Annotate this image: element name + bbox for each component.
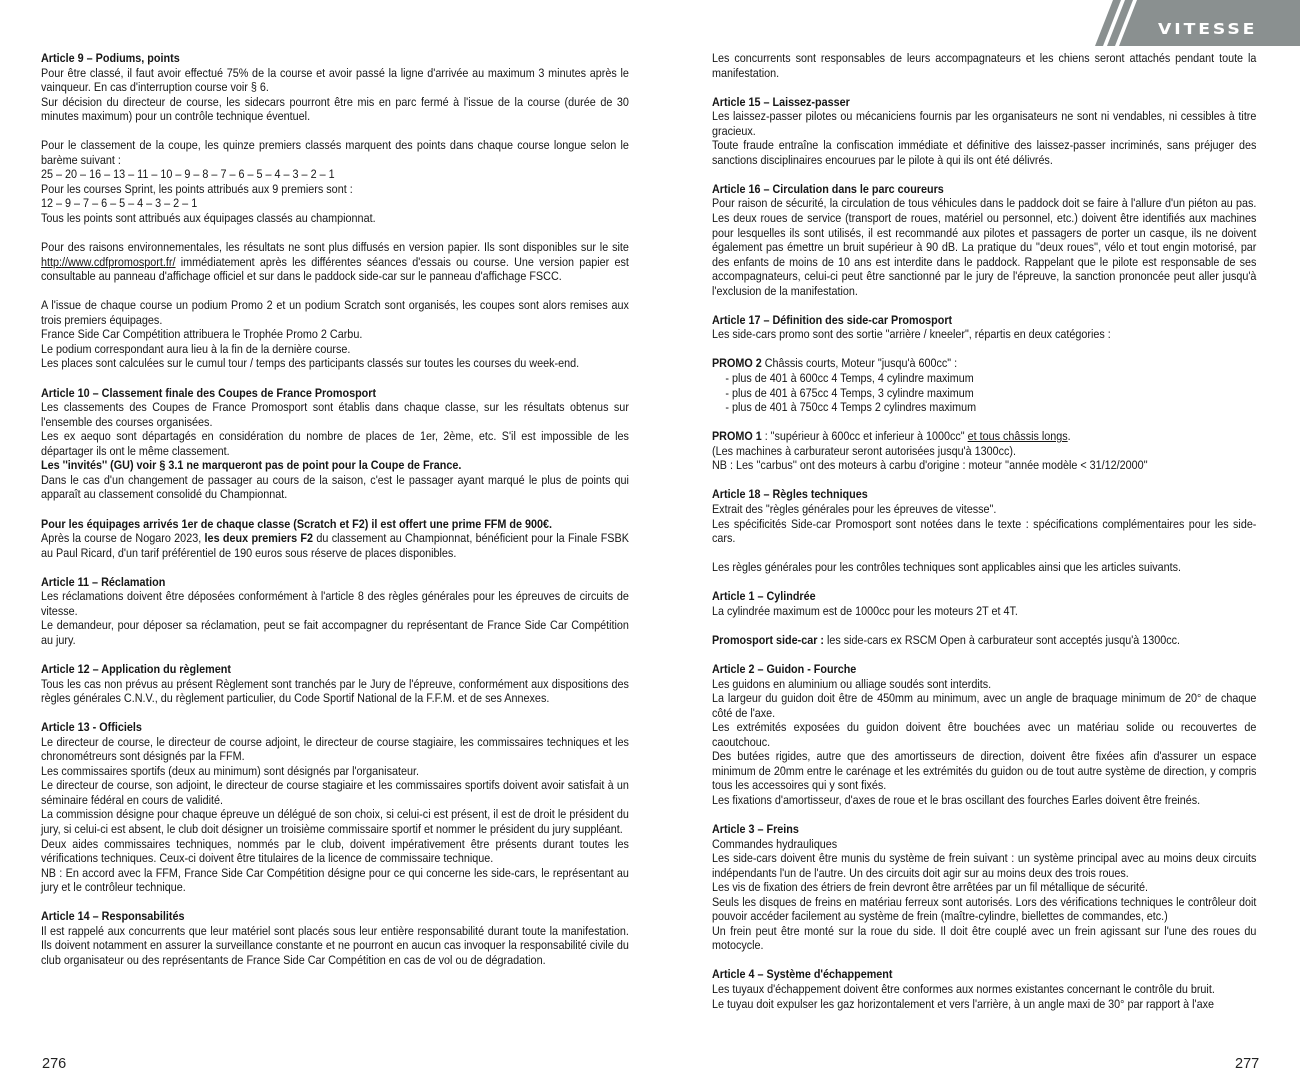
promo-2-list-item: - plus de 401 à 675cc 4 Temps, 3 cylindre maximum (725, 385, 974, 400)
article-10-paragraph: Les ''invités'' (GU) voir § 3.1 ne marqueront pas de point pour la Coupe de France. (41, 458, 462, 473)
text-span: : "supérieur à 600cc et inferieur à 1000cc" (761, 429, 968, 444)
article-18-paragraph: Les règles générales pour les contrôles techniques sont applicables ainsi que les articles suivants. (712, 560, 1182, 575)
points-scale-long: 25 – 20 – 16 – 13 – 11 – 10 – 9 – 8 – 7 – 6 – 5 – 4 – 3 – 2 – 1 (41, 167, 335, 182)
article-11-title: Article 11 – Réclamation (41, 574, 166, 589)
article-3-paragraph: Les side-cars doivent être munis du système de frein suivant : un système principal avec au moins deux circuits indépendants l'un de l'autre. Un des circuits doit agir sur au moins deux des trois roues. (712, 851, 1257, 880)
promo-1-definition (712, 429, 1256, 444)
text-span: Promosport side-car : (712, 632, 824, 647)
article-16-paragraph: Pour raison de sécurité, la circulation de tous véhicules dans le paddock doit se faire à l'allure d'un piéton au pas. Les deux roues de service (transport de roues, matériel ou personnel, etc.) doivent être identifiés aux machines pour lesquelles ils sont utilisés, il est recommandé aux pilotes et passagers de porter un casque, ils ne doivent également pas émettre un bruit supérieur à 90 dB. La pratique du ''deux roues'', vélo et tout engin motorisé, par des enfants de moins de 10 ans est interdite dans le paddock. Rappelant que le pilote est responsable de ses accompagnateurs, celui-ci peut être sanctionné par le jury de l'épreuve, la sanction prononcée peut aller jusqu'à l'exclusion de la manifestation. (712, 196, 1257, 298)
article-10-paragraph: Dans le cas d'un changement de passager au cours de la saison, c'est le passager ayant marqué le plus de points qui apparaît au classement consolidé du Championnat. (41, 472, 629, 502)
left-page-column (41, 51, 629, 967)
text-span: les side-cars ex RSCM Open à carburateur sont acceptés jusqu'à 1300cc. (823, 632, 1181, 647)
article-16-title: Article 16 – Circulation dans le parc coureurs (712, 181, 944, 196)
article-17-paragraph: NB : Les ''carbus'' ont des moteurs à carbu d'origine : moteur ''année modèle < 31/12/2000'' (712, 458, 1148, 473)
text-span: Après la course de Nogaro 2023, (41, 531, 205, 546)
text-span: et tous châssis longs (967, 429, 1068, 444)
article-9-paragraph: Pour les courses Sprint, les points attribués aux 9 premiers sont : (41, 181, 353, 196)
article-18-title: Article 18 – Règles techniques (712, 487, 868, 502)
promosport-sidecar-note (712, 633, 1256, 648)
article-10-prize-paragraph: Pour les équipages arrivés 1er de chaque classe (Scratch et F2) il est offert une prime FFM de 900€. (41, 516, 553, 531)
article-9-paragraph: Pour être classé, il faut avoir effectué 75% de la course et avoir passé la ligne d'arrivée au maximum 3 minutes après le vainqueur. En cas d'interruption course voir § 6. (41, 65, 629, 95)
promo-2-definition (712, 356, 1256, 371)
article-17-paragraph: (Les machines à carburateur seront autorisées jusqu'à 1300cc). (712, 443, 1016, 458)
article-9-paragraph: Pour le classement de la coupe, les quinze premiers classés marquent des points dans chaque course longue selon le barème suivant : (41, 138, 629, 167)
article-1-paragraph: La cylindrée maximum est de 1000cc pour les moteurs 2T et 4T. (712, 603, 1018, 618)
article-13-title: Article 13 - Officiels (41, 720, 142, 735)
article-4-title: Article 4 – Système d'échappement (712, 967, 893, 982)
article-14-paragraph: Les concurrents sont responsables de leurs accompagnateurs et les chiens seront attachés pendant toute la manifestation. (712, 51, 1257, 80)
results-website-link[interactable]: http://www.cdfpromosport.fr/ (41, 254, 176, 269)
article-3-title: Article 3 – Freins (712, 821, 799, 836)
article-3-paragraph: Commandes hydrauliques (712, 836, 838, 851)
points-scale-sprint: 12 – 9 – 7 – 6 – 5 – 4 – 3 – 2 – 1 (41, 196, 198, 211)
page-number-left: 276 (42, 1056, 67, 1072)
article-4-paragraph: Le tuyau doit expulser les gaz horizontalement et vers l'arrière, à un angle maxi de 30° par rapport à l'axe (712, 996, 1214, 1011)
article-2-paragraph: Des butées rigides, autre que des amortisseurs de direction, doivent être fixées afin d'assurer un espace minimum de 20mm entre le carénage et les extrémités du guidon ou de tout autre système de direction, y compris tous les accessoires qui y sont fixés. (712, 749, 1257, 793)
section-label: VITESSE (1157, 20, 1257, 38)
article-17-title: Article 17 – Définition des side-car Promosport (712, 312, 953, 327)
article-17-paragraph: Les side-cars promo sont des sortie "arrière / kneeler", répartis en deux catégories : (712, 327, 1111, 342)
article-3-paragraph: Seuls les disques de freins en matériau ferreux sont autorisés. Lors des vérifications techniques le contrôleur doit pouvoir accéder facilement au système de frein (maître-cylindre, biellettes de commandes, etc.) (712, 894, 1257, 924)
article-2-paragraph: Les fixations d'amortisseur, d'axes de roue et le bras oscillant des fourches Earles doivent être freinés. (712, 792, 1201, 807)
article-14-paragraph: Il est rappelé aux concurrents que leur matériel sont placés sous leur entière responsabilité durant toute la manifestation. Ils doivent notamment en assurer la surveillance constante et ne pourront en aucun cas invoquer la responsabilité civile du club organisateur ou des représentants de France Side Car Compétition en cas de vol ou de dégradation. (41, 923, 629, 967)
article-11-paragraph: Les réclamations doivent être déposées conformément à l'article 8 des règles générales pour les épreuves de circuits de vitesse. (41, 589, 629, 618)
article-1-title: Article 1 – Cylindrée (712, 589, 816, 604)
article-18-paragraph: Les spécificités Side-car Promosport sont notées dans le texte : spécifications complémentaires pour les side-cars. (712, 516, 1257, 546)
text-span: Châssis courts, Moteur "jusqu'à 600cc" : (761, 356, 958, 371)
article-10-title: Article 10 – Classement finale des Coupes de France Promosport (41, 385, 377, 400)
article-9-paragraph: Les places sont calculées sur le cumul tour / temps des participants classés sur toutes les courses du week-end. (41, 356, 580, 371)
article-9-paragraph: France Side Car Compétition attribuera le Trophée Promo 2 Carbu. (41, 327, 363, 342)
article-10-paragraph (41, 531, 629, 560)
article-14-title: Article 14 – Responsabilités (41, 909, 185, 924)
article-3-paragraph: Les vis de fixation des étriers de frein devront être arrêtées par un fil métallique de sécurité. (712, 880, 1149, 895)
article-2-paragraph: Les extrémités exposées du guidon doivent être bouchées avec un matériau solide ou recouvertes de caoutchouc. (712, 720, 1257, 749)
text-span: Pour des raisons environnementales, les résultats ne sont plus diffusés en version papier. Ils sont disponibles sur le site (41, 240, 629, 255)
article-13-paragraph: NB : En accord avec la FFM, France Side Car Compétition désigne pour ce qui concerne les side-cars, le représentant au jury et le contrôleur technique. (41, 865, 629, 895)
right-page-column (712, 51, 1256, 1011)
text-span: les deux premiers F2 (204, 531, 314, 546)
text-span: PROMO 2 (712, 356, 762, 371)
article-10-paragraph: Les classements des Coupes de France Promosport sont établis dans chaque classe, sur les résultats obtenus sur l'ensemble des courses organisées. (41, 400, 629, 429)
article-15-paragraph: Les laissez-passer pilotes ou mécaniciens fournis par les organisateurs ne sont ni vendables, ni cessibles à titre gracieux. (712, 109, 1257, 138)
promo-2-list-item: - plus de 401 à 750cc 4 Temps 2 cylindres maximum (725, 400, 977, 415)
article-15-title: Article 15 – Laissez-passer (712, 94, 850, 109)
article-9-paragraph: A l'issue de chaque course un podium Promo 2 et un podium Scratch sont organisés, les coupes sont alors remises aux trois premiers équipages. (41, 298, 629, 327)
article-9-paragraph: Sur décision du directeur de course, les sidecars pourront être mis en parc fermé à l'issue de la course (durée de 30 minutes maximum) pour un contrôle technique éventuel. (41, 94, 629, 124)
article-13-paragraph: Les commissaires sportifs (deux au minimum) sont désignés par l'organisateur. (41, 763, 420, 778)
text-span: immédiatement après les différentes séances d'essais ou course. Une version papier est consultable au panneau d'affichage officiel et sur dans le paddock side-car sur le panneau d'affichage FSCC. (41, 254, 629, 284)
promo-2-list-item: - plus de 401 à 600cc 4 Temps, 4 cylindre maximum (725, 371, 974, 386)
article-4-paragraph: Les tuyaux d'échappement doivent être conformes aux normes existantes concernant le contrôle du bruit. (712, 982, 1215, 996)
article-13-paragraph: La commission désigne pour chaque épreuve un délégué de son choix, si celui-ci est présent, il est de droit le président du jury, si celui-ci est absent, le club doit désigner un troisième commissaire sportif et nommer le président du jury suppléant. (41, 807, 629, 836)
text-span: PROMO 1 (712, 429, 762, 444)
page-number-right: 277 (1235, 1056, 1260, 1072)
article-9-title: Article 9 – Podiums, points (41, 51, 180, 65)
article-13-paragraph: Le directeur de course, son adjoint, le directeur de course stagiaire et les commissaires sportifs doivent avoir satisfait à un séminaire fédéral en cours de validité. (41, 778, 629, 807)
article-3-paragraph: Un frein peut être monté sur la roue du side. Il doit être couplé avec un frein agissant sur l'une des roues du motocycle. (712, 923, 1257, 953)
text-span: du classement au Championnat, bénéficient pour la Finale FSBK au Paul Ricard, d'un tarif préférentiel de 190 euros sous réserve de places disponibles. (41, 531, 629, 560)
article-12-title: Article 12 – Application du règlement (41, 661, 231, 676)
article-2-paragraph: Les guidons en aluminium ou alliage soudés sont interdits. (712, 676, 992, 691)
text-span: . (1067, 429, 1071, 444)
article-9-paragraph: Tous les points sont attribués aux équipages classés au championnat. (41, 211, 376, 226)
article-12-paragraph: Tous les cas non prévus au présent Règlement sont tranchés par le Jury de l'épreuve, conformément aux dispositions des règles générales C.N.V., du règlement particulier, du Code Sportif National de la F.F.M. et de ses Annexes. (41, 676, 629, 706)
article-11-paragraph: Le demandeur, pour déposer sa réclamation, peut se fait accompagner du représentant de France Side Car Compétition au jury. (41, 618, 629, 647)
article-18-paragraph: Extrait des "règles générales pour les épreuves de vitesse". (712, 501, 997, 516)
article-9-paragraph: Le podium correspondant aura lieu à la fin de la dernière course. (41, 341, 351, 356)
article-9-results-paragraph (41, 240, 629, 284)
article-13-paragraph: Le directeur de course, le directeur de course adjoint, le directeur de course stagiaire, les commissaires techniques et les chronométreurs sont désignés par la FFM. (41, 734, 629, 764)
article-15-paragraph: Toute fraude entraîne la confiscation immédiate et définitive des laissez-passer incriminés, sans préjuger des sanctions disciplinaires encourues par le pilote à qui ils ont été délivrés. (712, 138, 1257, 167)
article-2-title: Article 2 – Guidon - Fourche (712, 661, 857, 676)
article-2-paragraph: La largeur du guidon doit être de 450mm au minimum, avec un angle de braquage minimum de 20° de chaque côté de l'axe. (712, 691, 1257, 720)
article-10-paragraph: Les ex aequo sont départagés en considération du nombre de places de 1er, 2ème, etc. S'il est impossible de les départager ils ont le même classement. (41, 429, 629, 458)
article-13-paragraph: Deux aides commissaires techniques, nommés par le club, doivent impérativement être présents durant toutes les vérifications techniques. Ceux-ci doivent être titulaires de la licence de commissaire technique. (41, 836, 629, 866)
